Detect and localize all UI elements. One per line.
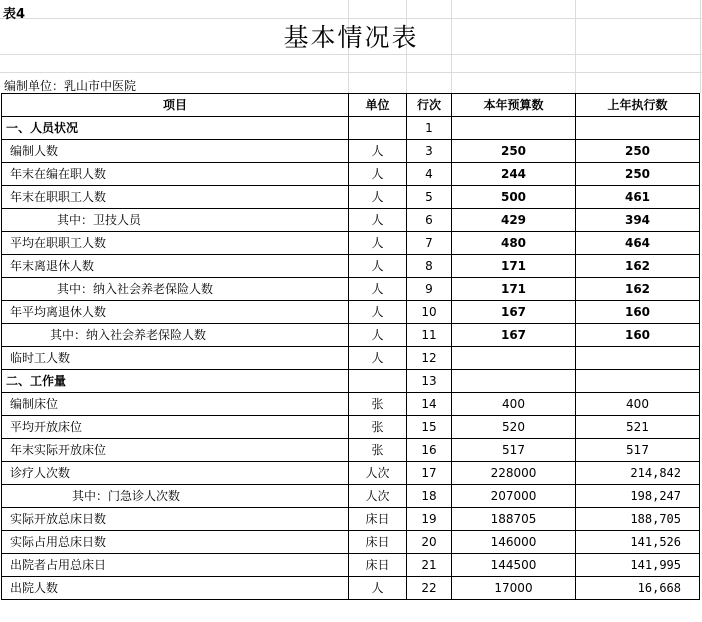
table-row [2, 393, 700, 416]
row-number: 3 [407, 140, 452, 163]
row-item-name: 年末离退休人数 [2, 255, 349, 278]
table-row [2, 232, 700, 255]
table-row [2, 462, 700, 485]
row-number: 14 [407, 393, 452, 416]
table-row [2, 140, 700, 163]
row-unit: 张 [349, 393, 407, 416]
row-budget: 146000 [452, 531, 576, 554]
row-budget: 400 [452, 393, 576, 416]
table-row [2, 370, 700, 393]
row-previous: 188,705 [576, 508, 700, 531]
row-unit: 人次 [349, 462, 407, 485]
row-item-name: 平均开放床位 [2, 416, 349, 439]
row-budget: 207000 [452, 485, 576, 508]
row-unit: 人 [349, 232, 407, 255]
row-number: 6 [407, 209, 452, 232]
page-title: 基本情况表 [283, 23, 419, 52]
table-row [2, 485, 700, 508]
row-unit: 人 [349, 347, 407, 370]
row-budget: 188705 [452, 508, 576, 531]
row-item-name: 年末在编在职人数 [2, 163, 349, 186]
row-number: 19 [407, 508, 452, 531]
row-previous: 250 [576, 140, 700, 163]
row-budget: 480 [452, 232, 576, 255]
row-previous: 141,995 [576, 554, 700, 577]
row-item-name: 出院者占用总床日 [2, 554, 349, 577]
compiling-unit: 编制单位：乳山市中医院 [4, 79, 137, 93]
row-budget [452, 117, 576, 140]
row-item-name: 平均在职职工人数 [2, 232, 349, 255]
row-number: 7 [407, 232, 452, 255]
row-number: 4 [407, 163, 452, 186]
table-row [2, 301, 700, 324]
row-unit: 床日 [349, 554, 407, 577]
row-previous: 250 [576, 163, 700, 186]
row-unit: 人 [349, 255, 407, 278]
row-unit: 张 [349, 439, 407, 462]
row-number: 22 [407, 577, 452, 600]
row-unit: 人 [349, 278, 407, 301]
header-budget: 本年预算数 [452, 94, 576, 117]
row-unit: 人 [349, 577, 407, 600]
table-row [2, 324, 700, 347]
row-budget: 429 [452, 209, 576, 232]
row-budget: 250 [452, 140, 576, 163]
row-item-name: 年末在职职工人数 [2, 186, 349, 209]
table-row [2, 117, 700, 140]
row-previous: 198,247 [576, 485, 700, 508]
header-item: 项目 [2, 94, 349, 117]
row-budget: 167 [452, 324, 576, 347]
header-unit: 单位 [349, 94, 407, 117]
row-previous: 517 [576, 439, 700, 462]
row-item-name: 其中：纳入社会养老保险人数 [2, 324, 349, 347]
row-number: 15 [407, 416, 452, 439]
row-number: 10 [407, 301, 452, 324]
row-budget [452, 370, 576, 393]
table-row [2, 347, 700, 370]
row-budget: 144500 [452, 554, 576, 577]
row-item-name: 编制人数 [2, 140, 349, 163]
row-number: 9 [407, 278, 452, 301]
row-previous: 160 [576, 324, 700, 347]
table-row [2, 577, 700, 600]
row-previous [576, 117, 700, 140]
row-previous: 400 [576, 393, 700, 416]
table-row [2, 163, 700, 186]
row-item-name: 诊疗人次数 [2, 462, 349, 485]
row-budget: 171 [452, 255, 576, 278]
table-row [2, 508, 700, 531]
row-unit: 人 [349, 209, 407, 232]
table-row [2, 416, 700, 439]
row-budget: 500 [452, 186, 576, 209]
row-item-name: 二、工作量 [2, 370, 349, 393]
row-item-name: 其中：卫技人员 [2, 209, 349, 232]
basic-info-table [1, 93, 700, 600]
row-unit: 床日 [349, 531, 407, 554]
row-unit [349, 117, 407, 140]
row-previous: 162 [576, 278, 700, 301]
table-row [2, 278, 700, 301]
row-unit: 人 [349, 140, 407, 163]
row-budget: 244 [452, 163, 576, 186]
table-row [2, 186, 700, 209]
row-item-name: 临时工人数 [2, 347, 349, 370]
table-header-row [2, 94, 700, 117]
row-number: 1 [407, 117, 452, 140]
row-item-name: 实际占用总床日数 [2, 531, 349, 554]
row-previous [576, 370, 700, 393]
row-number: 20 [407, 531, 452, 554]
table-row [2, 531, 700, 554]
table-label: 表4 [3, 7, 26, 22]
row-budget: 517 [452, 439, 576, 462]
row-previous: 521 [576, 416, 700, 439]
row-unit: 人 [349, 186, 407, 209]
row-budget: 228000 [452, 462, 576, 485]
row-previous: 162 [576, 255, 700, 278]
row-number: 8 [407, 255, 452, 278]
row-item-name: 年末实际开放床位 [2, 439, 349, 462]
row-previous: 214,842 [576, 462, 700, 485]
row-previous [576, 347, 700, 370]
row-previous: 461 [576, 186, 700, 209]
row-unit: 人 [349, 301, 407, 324]
table-row [2, 255, 700, 278]
row-previous: 141,526 [576, 531, 700, 554]
header-previous: 上年执行数 [576, 94, 700, 117]
row-previous: 464 [576, 232, 700, 255]
row-item-name: 其中：纳入社会养老保险人数 [2, 278, 349, 301]
row-number: 5 [407, 186, 452, 209]
row-item-name: 其中：门急诊人次数 [2, 485, 349, 508]
row-number: 12 [407, 347, 452, 370]
row-budget: 17000 [452, 577, 576, 600]
row-unit: 人 [349, 324, 407, 347]
row-number: 11 [407, 324, 452, 347]
row-item-name: 出院人数 [2, 577, 349, 600]
row-budget: 520 [452, 416, 576, 439]
row-budget: 167 [452, 301, 576, 324]
table-row [2, 554, 700, 577]
row-number: 17 [407, 462, 452, 485]
row-unit: 床日 [349, 508, 407, 531]
row-previous: 160 [576, 301, 700, 324]
row-unit [349, 370, 407, 393]
table-row [2, 209, 700, 232]
header-row-number: 行次 [407, 94, 452, 117]
row-unit: 人次 [349, 485, 407, 508]
row-item-name: 一、人员状况 [2, 117, 349, 140]
row-previous: 16,668 [576, 577, 700, 600]
row-number: 13 [407, 370, 452, 393]
row-unit: 张 [349, 416, 407, 439]
row-unit: 人 [349, 163, 407, 186]
row-budget [452, 347, 576, 370]
row-previous: 394 [576, 209, 700, 232]
row-number: 18 [407, 485, 452, 508]
row-item-name: 实际开放总床日数 [2, 508, 349, 531]
row-item-name: 编制床位 [2, 393, 349, 416]
row-item-name: 年平均离退休人数 [2, 301, 349, 324]
row-number: 16 [407, 439, 452, 462]
table-row [2, 439, 700, 462]
row-number: 21 [407, 554, 452, 577]
row-budget: 171 [452, 278, 576, 301]
